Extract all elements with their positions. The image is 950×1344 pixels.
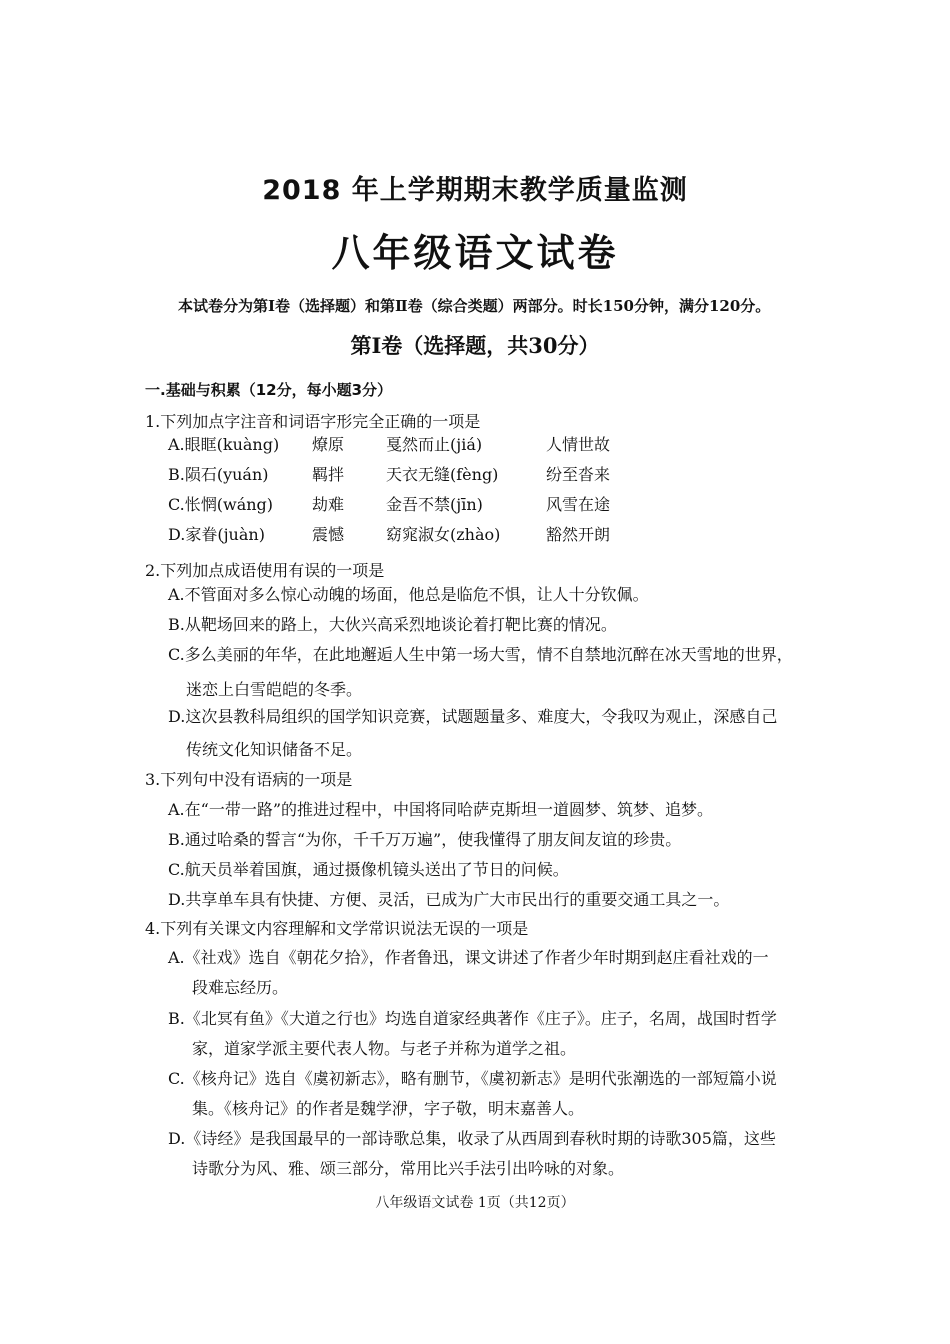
- q2-option-a: A.不管面对多么惊心动魄的场面，他总是临危不惧，让人十分钦佩。: [168, 585, 649, 604]
- q1-a-4: 人情世故: [546, 435, 611, 454]
- q4-option-d: D.《诗经》是我国最早的一部诗歌总集，收录了从西周到春秋时期的诗歌305篇，这些: [168, 1129, 776, 1148]
- q1-a-3: 戛然而止(jiá): [386, 435, 483, 454]
- q1-b-3: 天衣无缝(fèng): [386, 465, 499, 484]
- q1-stem: 1.下列加点字注音和词语字形完全正确的一项是: [145, 412, 481, 431]
- q4-option-c-cont: 集。《核舟记》的作者是魏学洢，字子敬，明末嘉善人。: [192, 1099, 585, 1118]
- q4-option-b: B.《北冥有鱼》《大道之行也》均选自道家经典著作《庄子》。庄子，名周，战国时哲学: [168, 1009, 777, 1028]
- q3-option-d: D.共享单车具有快捷、方便、灵活，已成为广大市民出行的重要交通工具之一。: [168, 890, 730, 909]
- q3-option-c: C.航天员举着国旗，通过摄像机镜头送出了节日的问候。: [168, 860, 569, 879]
- q2-option-b: B.从靶场回来的路上，大伙兴高采烈地谈论着打靶比赛的情况。: [168, 615, 617, 634]
- q4-option-c: C.《核舟记》选自《虞初新志》，略有删节，《虞初新志》是明代张潮选的一部短篇小说: [168, 1069, 777, 1088]
- q2-option-c: C.多么美丽的年华，在此地邂逅人生中第一场大雪，情不自禁地沉醉在冰天雪地的世界，: [168, 645, 793, 664]
- exam-intro: 本试卷分为第Ⅰ卷（选择题）和第Ⅱ卷（综合类题）两部分。时长150分钟，满分120分。: [178, 297, 771, 315]
- q1-c-1: C.怅惘(wáng): [168, 495, 274, 514]
- q2-stem: 2.下列加点成语使用有误的一项是: [145, 561, 385, 580]
- q1-d-4: 豁然开朗: [546, 525, 611, 544]
- q1-b-4: 纷至沓来: [546, 465, 611, 484]
- exam-title: 2018 年上学期期末教学质量监测: [262, 175, 688, 206]
- q4-option-b-cont: 家，道家学派主要代表人物。与老子并称为道学之祖。: [192, 1039, 577, 1058]
- q3-option-a: A.在“一带一路”的推进过程中，中国将同哈萨克斯坦一道圆梦、筑梦、追梦。: [168, 800, 714, 819]
- q1-b-1: B.陨石(yuán): [168, 465, 269, 484]
- q3-option-b: B.通过哈桑的誓言“为你，千千万万遍”，使我懂得了朋友间友谊的珍贵。: [168, 830, 682, 849]
- q2-option-d: D.这次县教科局组织的国学知识竞赛，试题题量多、难度大，令我叹为观止，深感自己: [168, 707, 778, 726]
- q2-option-c-cont: 迷恋上白雪皑皑的冬季。: [186, 680, 363, 699]
- q1-options: [168, 432, 808, 552]
- q1-d-3: 窈窕淑女(zhào): [386, 525, 501, 544]
- part-title: 第Ⅰ卷（选择题，共30分）: [350, 333, 600, 358]
- exam-subtitle: 八年级语文试卷: [331, 230, 619, 275]
- q1-c-2: 劫难: [312, 495, 345, 514]
- q1-c-4: 风雪在途: [546, 495, 611, 514]
- q4-option-d-cont: 诗歌分为风、雅、颂三部分，常用比兴手法引出吟咏的对象。: [192, 1159, 625, 1178]
- q4-option-a: A.《社戏》选自《朝花夕拾》，作者鲁迅，课文讲述了作者少年时期到赵庄看社戏的一: [168, 948, 769, 967]
- q4-option-a-cont: 段难忘经历。: [192, 978, 289, 997]
- q3-stem: 3.下列句中没有语病的一项是: [145, 770, 353, 789]
- q1-d-2: 震憾: [312, 525, 345, 544]
- section-title: 一.基础与积累（12分，每小题3分）: [145, 381, 393, 399]
- q1-a-2: 燎原: [312, 435, 345, 454]
- q4-stem: 4.下列有关课文内容理解和文学常识说法无误的一项是: [145, 919, 529, 938]
- q2-option-d-cont: 传统文化知识储备不足。: [186, 740, 363, 759]
- q1-d-1: D.家眷(juàn): [168, 525, 265, 544]
- q1-a-1: A.眼眶(kuàng): [168, 435, 280, 454]
- q1-b-2: 羁拌: [312, 465, 345, 484]
- q1-c-3: 金吾不禁(jīn): [386, 495, 483, 514]
- page-footer: 八年级语文试卷 1页（共12页）: [375, 1195, 575, 1211]
